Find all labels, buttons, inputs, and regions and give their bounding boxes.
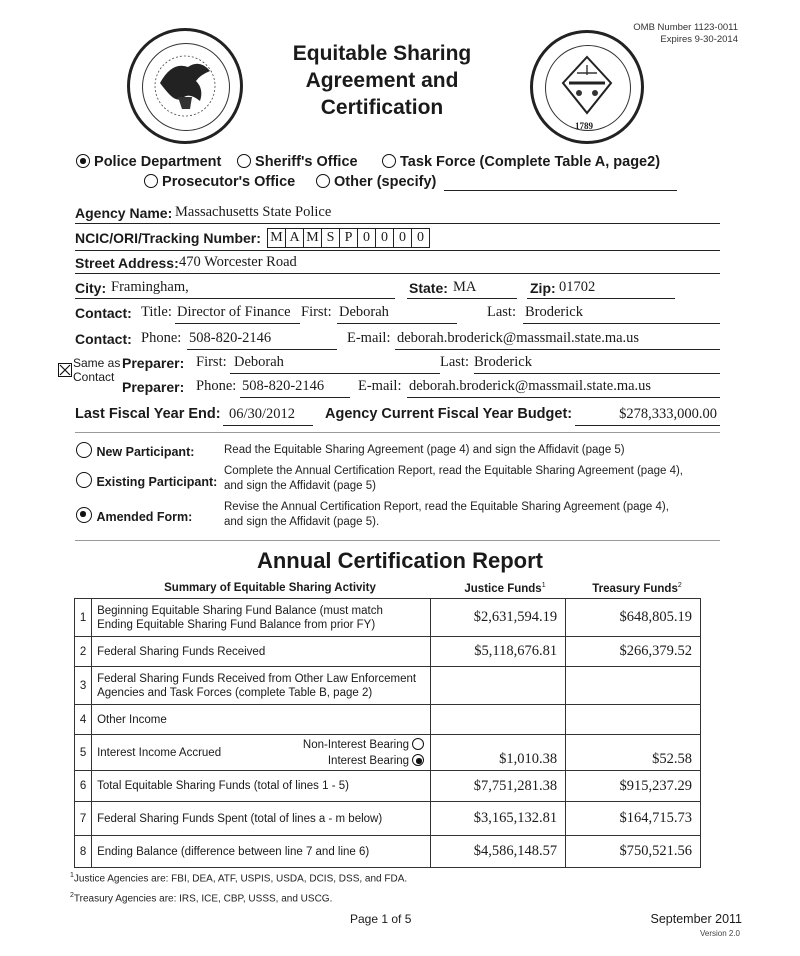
contact-phone-label: Phone:: [141, 330, 182, 346]
ncic-char: M: [304, 229, 322, 247]
form-version: Version 2.0: [699, 929, 740, 938]
table-row: 6 Total Equitable Sharing Funds (total of lines 1 - 5) $7,751,281.38 $915,237.29: [75, 771, 701, 802]
justice-cell[interactable]: [431, 667, 566, 705]
preparer-name-row: [122, 354, 720, 374]
option-new-participant[interactable]: [76, 442, 194, 461]
ncic-char: S: [322, 229, 340, 247]
preparer-phone-label: Phone:: [196, 378, 237, 394]
city-row: [75, 279, 720, 299]
option-task-force[interactable]: [382, 154, 660, 170]
preparer-first-field[interactable]: Deborah: [234, 354, 284, 370]
other-specify-field[interactable]: [444, 176, 677, 191]
option-police-label: Police Department: [94, 154, 222, 170]
last-fiscal-field[interactable]: 06/30/2012: [229, 406, 296, 422]
contact-phone-row: [75, 330, 720, 350]
justice-cell[interactable]: $3,165,132.81: [431, 802, 566, 836]
state-field[interactable]: MA: [453, 279, 477, 295]
new-participant-text: Read the Equitable Sharing Agreement (page 4) and sign the Affidavit (page 5): [224, 444, 625, 456]
amended-form-text: Revise the Annual Certification Report, read the Equitable Sharing Agreement (page 4), and sign the Affidavit (page 5).: [224, 501, 669, 528]
ncic-char: 0: [376, 229, 394, 247]
budget-field[interactable]: $278,333,000.00: [619, 406, 717, 422]
address-field[interactable]: 470 Worcester Road: [179, 254, 297, 270]
preparer-label-2: Preparer:: [122, 379, 185, 395]
checkmark-x-icon: [59, 364, 71, 376]
new-participant-label: New Participant:: [96, 445, 195, 459]
radio-amended-form[interactable]: [76, 507, 92, 523]
preparer-label: Preparer:: [122, 355, 185, 371]
justice-cell[interactable]: $5,118,676.81: [431, 637, 566, 667]
zip-label: Zip:: [530, 280, 556, 296]
ncic-char: P: [340, 229, 358, 247]
radio-non-interest[interactable]: [412, 738, 424, 750]
contact-label-2: Contact:: [75, 331, 132, 347]
table-row: 3 Federal Sharing Funds Received from Other Law Enforcement Agencies and Task Forces (complete Table B, page 2): [75, 667, 701, 705]
radio-existing-participant[interactable]: [76, 472, 92, 488]
ncic-char: 0: [358, 229, 376, 247]
report-table: [74, 598, 701, 868]
ncic-label: NCIC/ORI/Tracking Number:: [75, 230, 261, 246]
table-row: 1 Beginning Equitable Sharing Fund Balance (must match Ending Equitable Sharing Fund Balance from prior FY) $2,631,594.19 $648,805.19: [75, 599, 701, 637]
title-line-2: Agreement and: [305, 69, 459, 92]
interest-option[interactable]: Interest Bearing: [303, 753, 424, 769]
budget-label: Agency Current Fiscal Year Budget:: [325, 406, 573, 422]
city-label: City:: [75, 280, 107, 296]
treasury-cell[interactable]: $266,379.52: [566, 637, 701, 667]
table-row: 2 Federal Sharing Funds Received $5,118,676.81 $266,379.52: [75, 637, 701, 667]
radio-police[interactable]: [76, 154, 90, 168]
omb-info: [633, 22, 738, 46]
city-field[interactable]: Framingham,: [111, 279, 189, 295]
preparer-first-label: First:: [196, 354, 227, 370]
radio-sheriff[interactable]: [237, 154, 251, 168]
page-number: Page 1 of 5: [350, 912, 412, 926]
title-line-1: Equitable Sharing: [292, 42, 472, 65]
contact-title-field[interactable]: Director of Financе: [177, 304, 291, 320]
justice-cell[interactable]: $4,586,148.57: [431, 836, 566, 868]
omb-number: OMB Number 1123-0011: [633, 22, 738, 33]
footnote-2: $^2$Treasury Agencies are: IRS, ICE, CBP, USSS, and USCG.: [70, 892, 333, 905]
ncic-char: 0: [394, 229, 412, 247]
radio-interest[interactable]: [412, 754, 424, 766]
option-police[interactable]: [76, 154, 221, 170]
treasury-cell[interactable]: $750,521.56: [566, 836, 701, 868]
table-row: 8 Ending Balance (difference between line 7 and line 6) $4,586,148.57 $750,521.56: [75, 836, 701, 868]
existing-participant-label: Existing Participant:: [96, 475, 218, 489]
option-prosecutor-label: Prosecutor's Office: [162, 174, 296, 190]
radio-new-participant[interactable]: [76, 442, 92, 458]
ncic-char: A: [286, 229, 304, 247]
report-title: Annual Certification Report: [256, 548, 543, 573]
option-other[interactable]: [316, 174, 436, 190]
form-title: [262, 40, 502, 121]
title-line-3: Certification: [320, 96, 444, 119]
contact-first-field[interactable]: Deborah: [339, 304, 389, 320]
treasury-cell[interactable]: $164,715.73: [566, 802, 701, 836]
treasury-cell[interactable]: [566, 705, 701, 735]
same-as-contact-label: Same as Contact: [73, 356, 121, 384]
radio-task-force[interactable]: [382, 154, 396, 168]
preparer-phone-row: [122, 378, 720, 398]
zip-field[interactable]: 01702: [559, 279, 596, 295]
ncic-char: 0: [412, 229, 430, 247]
justice-cell[interactable]: $1,010.38: [431, 735, 566, 771]
last-fiscal-label: Last Fiscal Year End:: [75, 406, 221, 422]
radio-prosecutor[interactable]: [144, 174, 158, 188]
agency-name-row: [75, 203, 720, 224]
divider: [75, 432, 720, 433]
treasury-cell[interactable]: $648,805.19: [566, 599, 701, 637]
contact-email-field[interactable]: deborah.broderick@massmail.state.ma.us: [397, 330, 640, 346]
agency-name-field[interactable]: Massachusetts State Police: [175, 204, 332, 220]
col-summary-header: Summary of Equitable Sharing Activity: [164, 582, 376, 594]
preparer-email-label: E-mail:: [358, 378, 402, 394]
contact-first-label: First:: [301, 304, 332, 320]
justice-seal-icon: [127, 28, 243, 144]
preparer-last-field[interactable]: Broderick: [474, 354, 532, 370]
preparer-email-field[interactable]: deborah.broderick@massmail.state.ma.us: [409, 378, 652, 394]
table-row: 5 Interest Income Accrued Non-Interest Bearing Interest Bearing $1,010.38 $52.58: [75, 735, 701, 771]
treasury-seal-icon: [530, 30, 644, 144]
contact-last-label: Last:: [487, 304, 516, 320]
option-task-force-label: Task Force (Complete Table A, page2): [400, 154, 661, 170]
table-row: 7 Federal Sharing Funds Spent (total of lines a - m below) $3,165,132.81 $164,715.73: [75, 802, 701, 836]
ncic-row: [75, 228, 720, 251]
address-label: Street Address:: [75, 255, 179, 271]
justice-cell[interactable]: [431, 705, 566, 735]
fiscal-row: [75, 405, 720, 427]
table-row: 4 Other Income: [75, 705, 701, 735]
contact-name-row: [75, 304, 720, 324]
treasury-cell[interactable]: [566, 667, 701, 705]
ncic-field[interactable]: [267, 228, 430, 248]
contact-last-field[interactable]: Broderick: [525, 304, 583, 320]
contact-label: Contact:: [75, 305, 132, 321]
omb-expires: Expires 9-30-2014: [660, 34, 738, 45]
col-treasury-header: Treasury Funds$^2$: [592, 582, 682, 595]
option-prosecutor[interactable]: [144, 174, 295, 190]
option-existing-participant[interactable]: [76, 472, 217, 491]
non-interest-option[interactable]: Non-Interest Bearing: [303, 737, 424, 753]
treasury-seal-year: 1789: [575, 121, 593, 131]
state-label: State:: [409, 280, 448, 296]
justice-cell[interactable]: $2,631,594.19: [431, 599, 566, 637]
same-as-contact-checkbox[interactable]: [58, 363, 72, 377]
justice-cell[interactable]: $7,751,281.38: [431, 771, 566, 802]
ncic-char: M: [268, 229, 286, 247]
divider: [75, 540, 720, 541]
contact-phone-field[interactable]: 508-820-2146: [189, 330, 272, 346]
preparer-phone-field[interactable]: 508-820-2146: [242, 378, 325, 394]
amended-form-label: Amended Form:: [96, 510, 193, 524]
treasury-cell[interactable]: $52.58: [566, 735, 701, 771]
option-other-label: Other (specify): [334, 174, 437, 190]
option-amended-form[interactable]: [76, 507, 192, 526]
contact-email-label: E-mail:: [347, 330, 391, 346]
existing-participant-text: Complete the Annual Certification Report, read the Equitable Sharing Agreement (page 4), and sign the Affidavit (page 5): [224, 465, 684, 492]
agency-name-label: Agency Name:: [75, 205, 173, 221]
treasury-cell[interactable]: $915,237.29: [566, 771, 701, 802]
form-date: September 2011: [650, 912, 742, 926]
footnote-1: $^1$Justice Agencies are: FBI, DEA, ATF, USPIS, USDA, DCIS, DSS, and FDA.: [70, 872, 408, 885]
contact-title-label: Title:: [141, 304, 172, 320]
radio-other[interactable]: [316, 174, 330, 188]
preparer-last-label: Last:: [440, 354, 469, 370]
address-row: [75, 253, 720, 274]
option-sheriff-label: Sheriff's Office: [255, 154, 358, 170]
option-sheriff[interactable]: [237, 154, 358, 170]
col-justice-header: Justice Funds$^1$: [464, 582, 546, 595]
